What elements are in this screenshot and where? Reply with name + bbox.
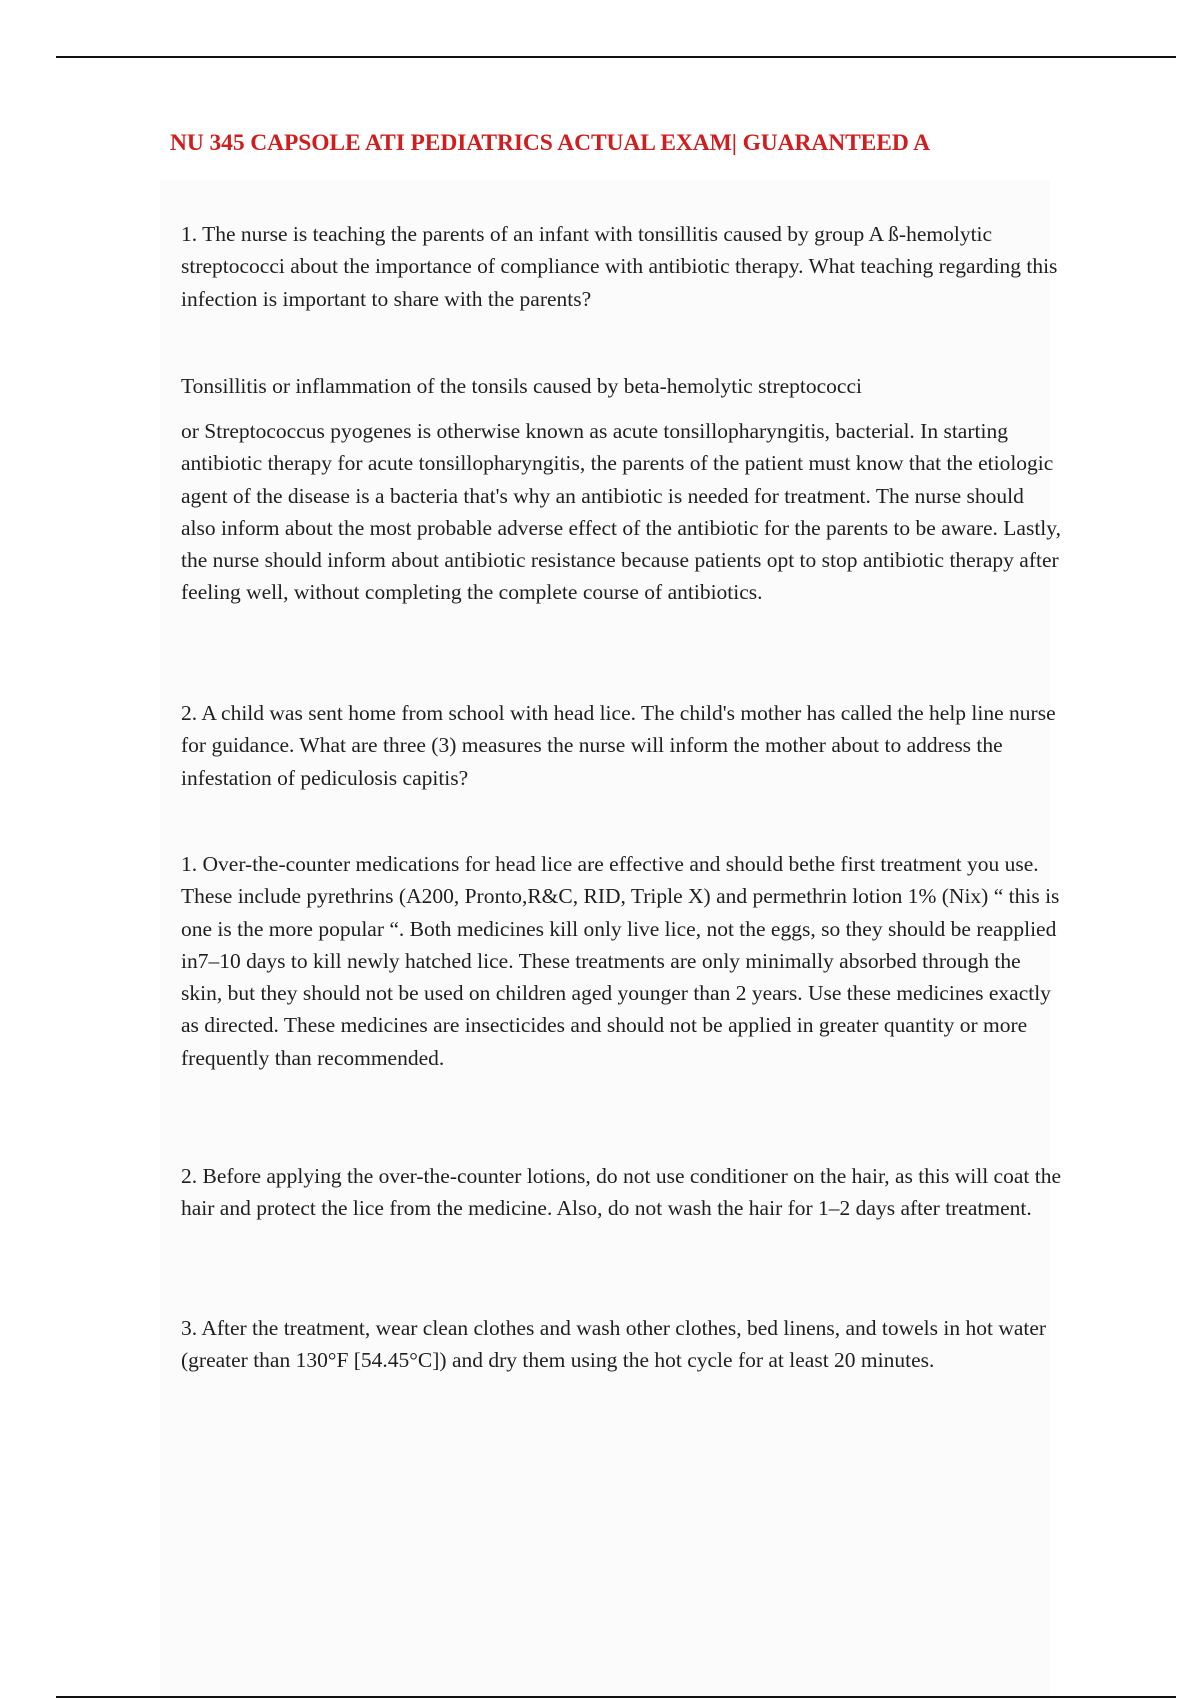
document-title: NU 345 CAPSOLE ATI PEDIATRICS ACTUAL EXAM| GUARANTEED A bbox=[170, 130, 931, 156]
question-1: 1. The nurse is teaching the parents of an infant with tonsillitis caused by group A ß-hemolytic streptococci about the importance of compliance with antibiotic therapy. What teaching regarding this infection is important to share with the parents? bbox=[181, 222, 1058, 311]
answer-1-lead: Tonsillitis or inflammation of the tonsils caused by beta-hemolytic streptococci bbox=[181, 374, 862, 398]
question-2: 2. A child was sent home from school with head lice. The child's mother has called the help line nurse for guidance. What are three (3) measures the nurse will inform the mother about to address the infestation of pediculosis capitis? bbox=[181, 701, 1056, 790]
answer-2-item-2: 2. Before applying the over-the-counter lotions, do not use conditioner on the hair, as this will coat the hair and protect the lice from the medicine. Also, do not wash the hair for 1–2 days after treatment. bbox=[181, 1164, 1061, 1221]
answer-1-body: or Streptococcus pyogenes is otherwise known as acute tonsillopharyngitis, bacterial. In starting antibiotic therapy for acute tonsillopharyngitis, the parents of the patient must know that the etiologic agent of the disease is a bacteria that's why an antibiotic is needed for treatment. The nurse should also inform about the most probable adverse effect of the antibiotic for the parents to be aware. Lastly, the nurse should inform about antibiotic resistance because patients opt to stop antibiotic therapy after feeling well, without completing the complete course of antibiotics. bbox=[181, 419, 1061, 605]
bottom-rule bbox=[56, 1696, 1176, 1698]
answer-2-item-3: 3. After the treatment, wear clean clothes and wash other clothes, bed linens, and towels in hot water (greater than 130°F [54.45°C]) and dry them using the hot cycle for at least 20 minutes. bbox=[181, 1316, 1047, 1373]
top-rule bbox=[56, 56, 1176, 58]
answer-2-item-1: 1. Over-the-counter medications for head lice are effective and should bethe first treatment you use. These include pyrethrins (A200, Pronto,R&C, RID, Triple X) and permethrin lotion 1% (Nix) “ this is one is the more popular “. Both medicines kill only live lice, not the eggs, so they should be reapplied in7–10 days to kill newly hatched lice. These treatments are only minimally absorbed through the skin, but they should not be used on children aged younger than 2 years. Use these medicines exactly as directed. These medicines are insecticides and should not be applied in greater quantity or more frequently than recommended. bbox=[181, 852, 1060, 1070]
